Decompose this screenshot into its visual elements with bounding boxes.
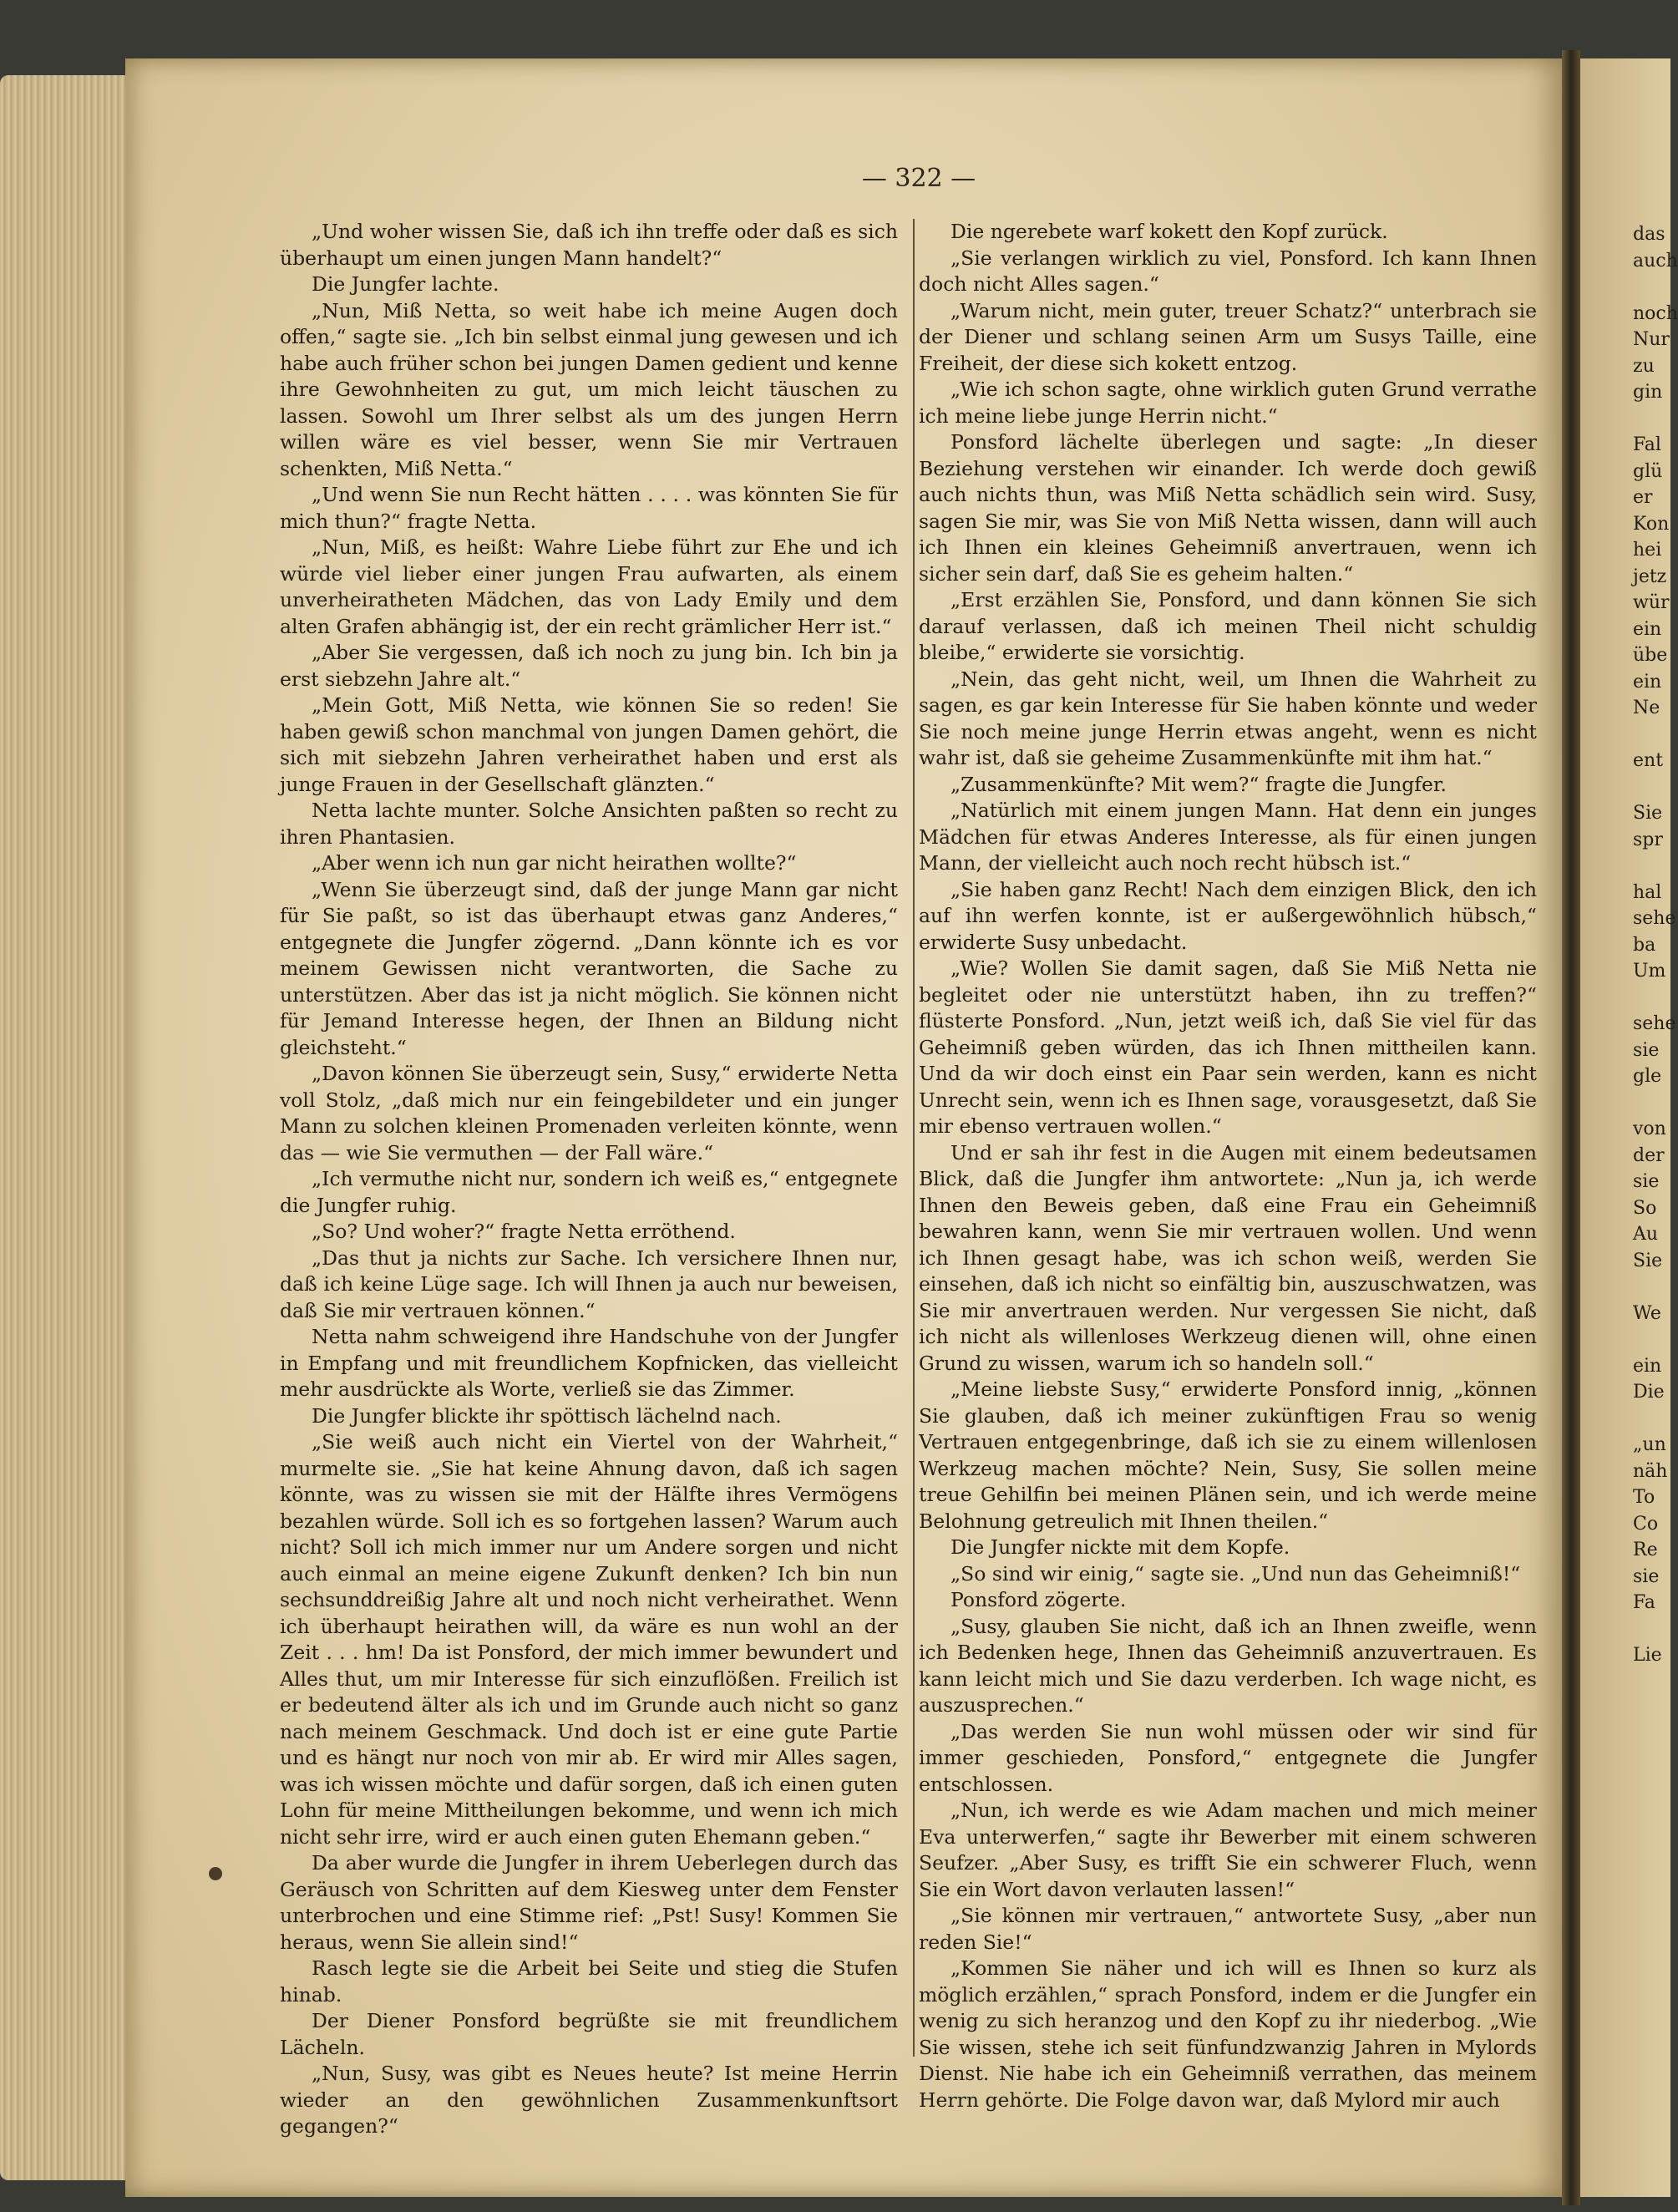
paragraph: „Aber wenn ich nun gar nicht heirathen wollte?“ <box>312 851 797 875</box>
paragraph: „Erst erzählen Sie, Ponsford, und dann können Sie sich darauf verlassen, daß ich meinen Theil nicht schuldig bleibe,“ erwiderte sie vorsichtig. <box>919 588 1537 664</box>
next-page-fragment: der <box>1633 1144 1665 1166</box>
next-page-fragment: Lie <box>1633 1645 1662 1666</box>
next-page-fragment <box>1633 1090 1670 1117</box>
next-page-fragment: auch <box>1633 250 1678 271</box>
right-text-column <box>919 219 1537 2112</box>
paragraph: „Und wenn Sie nun Recht hätten . . . . was könnten Sie für mich thun?“ fragte Netta. <box>280 483 898 533</box>
paragraph: Rasch legte sie die Arbeit bei Seite und stieg die Stufen hinab. <box>280 1956 898 2007</box>
left-text-column <box>280 219 898 2138</box>
next-page-fragment: gle <box>1633 1066 1662 1087</box>
next-page-fragment <box>1633 1406 1670 1433</box>
next-page-fragment: ent <box>1633 750 1664 771</box>
paragraph: Die ngerebete warf kokett den Kopf zurück. <box>951 220 1388 243</box>
next-page-fragment <box>1633 1616 1670 1643</box>
next-page-fragment: We <box>1633 1302 1661 1324</box>
next-page-fragment: Nur <box>1633 329 1670 350</box>
next-page-fragment <box>1633 1274 1670 1301</box>
next-page-fragment: noch <box>1633 302 1678 324</box>
book-gutter <box>1562 50 1580 2205</box>
next-page-fragment: Ne <box>1633 698 1660 718</box>
next-page-fragment <box>1633 1327 1670 1353</box>
paragraph: „Wenn Sie überzeugt sind, daß der junge Mann gar nicht für Sie paßt, so ist das überhaupt etwas ganz Anderes,“ entgegnete die Jungfer zögernd. „Dann könnte ich es vor meinem Gewissen nicht verantworten, die Sache zu unterstützen. Aber das ist ja nicht möglich. Sie können nicht für Jemand Interesse hegen, der Ihnen an Bildung nicht gleichsteht.“ <box>280 877 898 1059</box>
paragraph: „Nein, das geht nicht, weil, um Ihnen die Wahrheit zu sagen, es gar kein Interesse für Sie haben könnte und weder Sie noch meine junge Herrin etwas angeht, wenn es nicht wahr ist, daß sie geheime Zusammenkünfte mit ihm hat.“ <box>919 667 1537 769</box>
paragraph: Netta nahm schweigend ihre Handschuhe von der Jungfer in Empfang und mit freundlichem Kopfnicken, das vielleicht mehr ausdrückte als Worte, verließ sie das Zimmer. <box>280 1325 898 1401</box>
next-page-fragment: spr <box>1633 829 1663 850</box>
next-page-fragment: Re <box>1633 1540 1658 1560</box>
next-page-fragment: Sie <box>1633 803 1663 824</box>
paragraph: „Davon können Sie überzeugt sein, Susy,“ erwiderte Netta voll Stolz, „daß mich nur ein feingebildeter und ein junger Mann zu solchen kleinen Promenaden verleiten könnte, wenn das — wie Sie vermuthen — der Fall wäre.“ <box>280 1062 898 1164</box>
paragraph: „Wie ich schon sagte, ohne wirklich guten Grund verrathe ich meine liebe junge Herrin nicht.“ <box>919 378 1537 428</box>
next-page-fragment: zu <box>1633 355 1655 377</box>
paragraph: „Warum nicht, mein guter, treuer Schatz?“ unterbrach sie der Diener und schlang seinen Arm um Susys Taille, eine Freiheit, der diese sich kokett entzog. <box>919 298 1537 375</box>
next-page-fragment: gin <box>1633 382 1663 403</box>
paragraph: „So sind wir einig,“ sagte sie. „Und nun das Geheimniß!“ <box>951 1561 1521 1585</box>
paragraph: „Natürlich mit einem jungen Mann. Hat denn ein junges Mädchen für etwas Anderes Interesse, als für einen jungen Mann, der vielleicht auch noch recht hübsch ist.“ <box>919 799 1537 875</box>
next-page-fragment: ein <box>1633 618 1662 640</box>
paragraph: „Sie können mir vertrauen,“ antwortete Susy, „aber nun reden Sie!“ <box>919 1904 1537 1954</box>
next-page-fragment <box>1633 722 1670 748</box>
paragraph: Ponsford zögerte. <box>951 1588 1127 1611</box>
next-page-fragment: von <box>1633 1119 1666 1139</box>
left-page-edges <box>0 75 138 2180</box>
next-page-fragment: Um <box>1633 961 1666 982</box>
paragraph: Die Jungfer nickte mit dem Kopfe. <box>951 1535 1290 1559</box>
next-page-fragment: Sie <box>1633 1250 1663 1271</box>
next-page-fragment: sie <box>1633 1565 1660 1587</box>
paragraph: „Sie verlangen wirklich zu viel, Ponsford. Ich kann Ihnen doch nicht Alles sagen.“ <box>919 246 1537 296</box>
paragraph: „Wie? Wollen Sie damit sagen, daß Sie Miß Netta nie begleitet oder nie unterstützt haben, ihn zu treffen?“ flüsterte Ponsford. „Nun, jetzt weiß ich, daß Sie viel für das Geheimniß geben würden, das ich Ihnen mittheilen kann. Und da wir doch einst ein Paar sein werden, kann es nicht Unrecht sein, wenn ich es Ihnen sage, vorausgesetzt, daß Sie mir ebenso vertrauen wollen.“ <box>919 956 1537 1138</box>
next-page-fragment: jetz <box>1633 566 1667 587</box>
next-page-fragment <box>1633 774 1670 801</box>
paragraph: „Und woher wissen Sie, daß ich ihn treffe oder daß es sich überhaupt um einen jungen Mann handelt?“ <box>280 220 898 270</box>
paragraph: „Meine liebste Susy,“ erwiderte Ponsford innig, „können Sie glauben, daß ich meiner zukünftigen Frau so wenig Vertrauen entgegenbringe, daß ich sie zu einem willenlosen Werkzeug machen möchte? Nein, Susy, Sie sollen meine treue Gehilfin bei meinen Plänen sein, und ich werde meine Belohnung getreulich mit Ihnen theilen.“ <box>919 1377 1537 1533</box>
paragraph: „Nun, ich werde es wie Adam machen und mich meiner Eva unterwerfen,“ sagte ihr Bewerber mit einem schweren Seufzer. „Aber Susy, es trifft Sie ein schwerer Fluch, wenn Sie ein Wort davon verlauten lassen!“ <box>919 1799 1537 1901</box>
next-page-fragment: Fal <box>1633 434 1661 455</box>
next-page-fragment: Co <box>1633 1513 1659 1535</box>
next-page-fragments <box>1633 221 1678 1669</box>
paragraph: „Kommen Sie näher und ich will es Ihnen so kurz als möglich erzählen,“ sprach Ponsford, indem er die Jungfer ein wenig zu sich heranzog und den Kopf zu ihr niederbog. „Wie Sie wissen, stehe ich seit fünfundzwanzig Jahren in Mylords Dienst. Nie habe ich ein Geheimniß verrathen, das meinem Herrn gehörte. Die Folge davon war, daß Mylord mir auch <box>919 1956 1537 2112</box>
next-page-fragment: Kon <box>1633 513 1670 535</box>
next-page-fragment: To <box>1633 1487 1655 1508</box>
page-number: — 322 — <box>861 164 976 193</box>
next-page-fragment: Fa <box>1633 1592 1655 1613</box>
paragraph: „Nun, Miß Netta, so weit habe ich meine Augen doch offen,“ sagte sie. „Ich bin selbst einmal jung gewesen und ich habe auch früher schon bei jungen Damen gedient und kenne ihre Gewohnheiten zu gut, um mich leicht täuschen zu lassen. Sowohl um Ihrer selbst als um des jungen Herrn willen wäre es viel besser, wenn Sie mir Vertrauen schenkten, Miß Netta.“ <box>280 298 898 480</box>
next-page-fragment <box>1633 274 1670 301</box>
paragraph: „Nun, Miß, es heißt: Wahre Liebe führt zur Ehe und ich würde viel lieber einer jungen Frau aufwarten, als einem unverheiratheten Mädchen, das von Lady Emily und dem alten Grafen abhängig ist, der ein recht grämlicher Herr ist.“ <box>280 535 898 638</box>
paragraph: „Sie weiß auch nicht ein Viertel von der Wahrheit,“ murmelte sie. „Sie hat keine Ahnung davon, daß ich sagen könnte, was zu wissen sie mit der Hälfte ihres Vermögens bezahlen würde. Soll ich es so fortgehen lassen? Warum auch nicht? Soll ich mich immer nur um Andere sorgen und nicht auch einmal an meine eigene Zukunft denken? Ich bin nun sechsunddreißig Jahre alt und noch nicht verheirathet. Wenn ich überhaupt heirathen will, da wäre es nun wohl an der Zeit . . . hm! Da ist Ponsford, der mich immer bewundert und Alles thut, um mir Interesse für sich einzuflößen. Freilich ist er bedeutend älter als ich und im Grunde auch nicht so ganz nach meinem Geschmack. Und doch ist er eine gute Partie und es hängt nur noch von mir ab. Er wird mir Alles sagen, was ich wissen möchte und dafür sorgen, daß ich einen guten Lohn für meine Mittheilungen bekomme, und wenn ich mich nicht sehr irre, wird er auch einen guten Ehemann geben.“ <box>280 1430 898 1849</box>
next-page-fragment: hal <box>1633 881 1662 903</box>
paragraph: Die Jungfer blickte ihr spöttisch lächelnd nach. <box>312 1403 782 1428</box>
next-page-fragment: glü <box>1633 460 1663 482</box>
ink-spot <box>209 1867 222 1880</box>
paragraph: „Nun, Susy, was gibt es Neues heute? Ist meine Herrin wieder an den gewöhnlichen Zusammenkunftsort gegangen?“ <box>280 2062 898 2138</box>
next-page-fragment <box>1633 853 1670 880</box>
next-page-fragment: übe <box>1633 645 1668 666</box>
paragraph: Netta lachte munter. Solche Ansichten paßten so recht zu ihren Phantasien. <box>280 799 898 849</box>
next-page-fragment: sehe <box>1633 908 1676 929</box>
next-page-fragment: ba <box>1633 934 1656 956</box>
next-page-fragment: wür <box>1633 592 1670 613</box>
next-page-fragment: sie <box>1633 1171 1660 1192</box>
next-page-fragment: sehe <box>1633 1013 1676 1034</box>
paragraph: „Mein Gott, Miß Netta, wie können Sie so reden! Sie haben gewiß schon manchmal von jungen Damen gehört, die sich mit siebzehn Jahren verheirathet haben und erst als junge Frauen in der Gesellschaft glänzten.“ <box>280 693 898 796</box>
paragraph: Ponsford lächelte überlegen und sagte: „In dieser Beziehung verstehen wir einander. Ich werde doch gewiß auch nichts thun, was Miß Netta schädlich sein wird. Susy, sagen Sie mir, was Sie von Miß Netta wissen, dann will auch ich Ihnen ein kleines Geheimniß anvertrauen, wenn ich sicher sein darf, daß Sie es geheim halten.“ <box>919 430 1537 586</box>
next-page-fragment: ein <box>1633 671 1662 693</box>
next-page-fragment: ein <box>1633 1355 1662 1377</box>
paragraph: „Zusammenkünfte? Mit wem?“ fragte die Jungfer. <box>951 772 1447 796</box>
paragraph: „So? Und woher?“ fragte Netta erröthend. <box>312 1220 736 1243</box>
paragraph: „Sie haben ganz Recht! Nach dem einzigen Blick, den ich auf ihn werfen konnte, ist er außergewöhnlich hübsch,“ erwiderte Susy unbedacht. <box>919 877 1537 954</box>
column-divider <box>913 219 915 2057</box>
next-page-fragment: das <box>1633 224 1665 245</box>
next-page-fragment <box>1633 406 1670 433</box>
next-page-fragment: Au <box>1633 1224 1659 1245</box>
next-page-fragment: hei <box>1633 540 1662 561</box>
paragraph: „Susy, glauben Sie nicht, daß ich an Ihnen zweifle, wenn ich Bedenken hege, Ihnen das Geheimniß anzuvertrauen. Es kann leicht mich und Sie dazu verderben. Ich wage nicht, es auszusprechen.“ <box>919 1614 1537 1717</box>
next-page-fragment: sie <box>1633 1039 1660 1061</box>
paragraph: „Ich vermuthe nicht nur, sondern ich weiß es,“ entgegnete die Jungfer ruhig. <box>280 1167 898 1217</box>
next-page-fragment: „un <box>1633 1434 1666 1455</box>
paragraph: „Das thut ja nichts zur Sache. Ich versichere Ihnen nur, daß ich keine Lüge sage. Ich will Ihnen ja auch nur beweisen, daß Sie mir vertrauen können.“ <box>280 1246 898 1322</box>
next-page-fragment: er <box>1633 487 1653 508</box>
paragraph: „Aber Sie vergessen, daß ich noch zu jung bin. Ich bin ja erst siebzehn Jahre alt.“ <box>280 641 898 691</box>
paragraph: Der Diener Ponsford begrüßte sie mit freundlichem Lächeln. <box>280 2009 898 2059</box>
next-page-fragment: So <box>1633 1197 1657 1219</box>
paragraph: Und er sah ihr fest in die Augen mit einem bedeutsamen Blick, daß die Jungfer ihm antwortete: „Nun ja, ich werde Ihnen den Beweis geben, daß eine Frau ein Geheimniß bewahren kann, wenn Sie mir vertrauen wollen. Und wenn ich Ihnen gesagt habe, was ich schon weiß, werden Sie einsehen, daß ich nicht so einfältig bin, auszuschwatzen, was Sie mir anvertrauen werden. Nur vergessen Sie nicht, daß ich nicht als willenloses Werkzeug dienen will, ohne einen Grund zu wissen, warum ich so handeln soll.“ <box>919 1140 1537 1375</box>
paragraph: Da aber wurde die Jungfer in ihrem Ueberlegen durch das Geräusch von Schritten auf dem Kiesweg unter dem Fenster unterbrochen und eine Stimme rief: „Pst! Susy! Kommen Sie heraus, wenn Sie allein sind!“ <box>280 1851 898 1954</box>
paragraph: Die Jungfer lachte. <box>312 272 499 296</box>
next-page-fragment <box>1633 985 1670 1012</box>
next-page-fragment: Die <box>1633 1382 1665 1403</box>
next-page-fragment: näh <box>1633 1460 1668 1482</box>
paragraph: „Das werden Sie nun wohl müssen oder wir sind für immer geschieden, Ponsford,“ entgegnete die Jungfer entschlossen. <box>919 1719 1537 1796</box>
